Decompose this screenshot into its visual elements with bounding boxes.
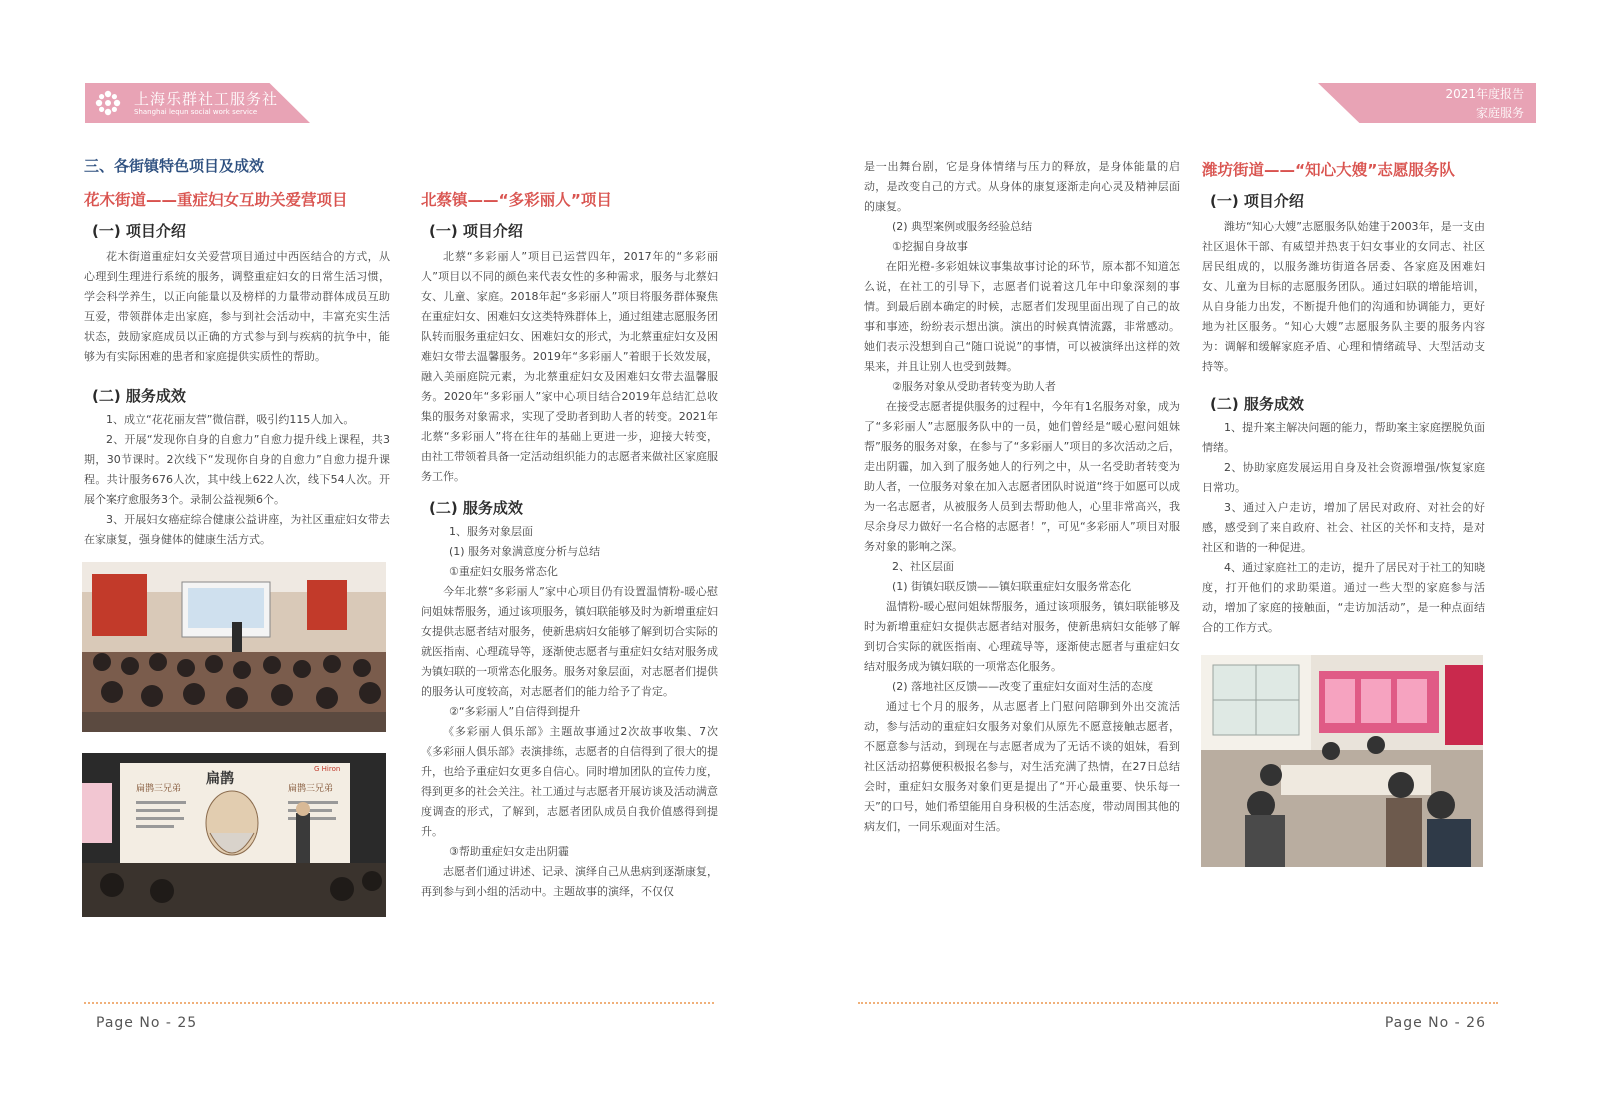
intro-paragraph: 北蔡“多彩丽人”项目已运营四年，2017年的“多彩丽人”项目以不同的颜色来代表女性的多种需求，服务与北蔡妇女、儿童、家庭。2018年起“多彩丽人”项目将服务群体聚焦在重症妇女、困难妇女这类特殊群体上，通过组建志愿服务团队转而服务重症妇女、困难妇女的形式，为北蔡重症妇女及困难妇女带去温馨服务。2019年“多彩丽人”着眼于长效发展，融入美丽庭院元素，为北蔡重症妇女及困难妇女带去温馨服务。2020年“多彩丽人”家中心项目结合2019年总结汇总收集的服务对象需求，实现了受助者到助人者的转变。2021年北蔡“多彩丽人”将在往年的基础上更进一步，迎接大转变，由社工带领着具备一定活动组织能力的志愿者来做社区家庭服务工作。 [421,250,718,483]
lecture-photo [82,562,386,732]
point-heading: ②“多彩丽人”自信得到提升 [449,705,581,718]
page-number-left: Page No - 25 [96,1015,198,1031]
heading-intro: (一) 项目介绍 [429,222,523,240]
slide-heading-right: 扁鹊三兄弟 [288,784,334,794]
flower-logo-icon [93,88,123,118]
body-paragraph: 志愿者们通过讲述、记录、演绎自己从患病到逐渐康复，再到参与到小组的活动中。主题故事的演绎，不仅仅 [421,865,718,898]
result-item: 3、开展妇女癌症综合健康公益讲座，为社区重症妇女带去在家康复，强身健体的健康生活方式。 [84,513,390,546]
level-heading: 1、服务对象层面 [449,525,533,538]
community-room-photo [1201,655,1483,867]
heading-results: (二) 服务成效 [429,499,523,517]
level-heading: 2、社区层面 [892,560,954,573]
org-name: 上海乐群社工服务社 [134,90,279,108]
report-year: 2021年度报告 [1445,87,1524,101]
point-heading: ①重症妇女服务常态化 [449,565,558,578]
body-paragraph: 温情粉-暖心慰问姐妹帮服务，通过该项服务，镇妇联能够及时为新增重症妇女提供志愿者结对服务，使新患病妇女能够了解到切合实际的就医指南、心理疏导等，逐渐使志愿者与重症妇女结对服务成为镇妇联的一项常态化服务。 [864,600,1180,673]
footer-divider-left [84,1002,714,1004]
heading-intro: (一) 项目介绍 [1210,192,1304,210]
sub-heading: (2) 落地社区反馈——改变了重症妇女面对生活的态度 [892,680,1154,693]
page-number-right: Page No - 26 [1384,1015,1486,1031]
point-heading: ②服务对象从受助者转变为助人者 [892,380,1056,393]
sub-heading: (2) 典型案例或服务经验总结 [892,220,1033,233]
point-heading: ①挖掘自身故事 [892,240,968,253]
result-item: 1、提升案主解决问题的能力，帮助案主家庭摆脱负面情绪。 [1202,421,1485,454]
column-huamu [84,188,390,550]
sub-heading: (1) 服务对象满意度分析与总结 [449,545,601,558]
project-title-huamu: 花木街道——重症妇女互助关爱营项目 [84,191,348,209]
column-weifang [1202,158,1485,638]
body-paragraph: 今年北蔡“多彩丽人”家中心项目仍有设置温情粉-暖心慰问姐妹帮服务，通过该项服务，镇妇联能够及时为新增重症妇女提供志愿者结对服务，使新患病妇女能够了解到切合实际的就医指南、心理疏导等，逐渐使志愿者与重症妇女结对服务成为镇妇联的一项常态化服务。服务对象层面，对志愿者们提供的服务认可度较高，对志愿者们的能力给予了肯定。 [421,585,718,698]
heading-results: (二) 服务成效 [1210,395,1304,413]
body-paragraph: 在阳光橙-多彩姐妹议事集故事讨论的环节，原本都不知道怎么说，在社工的引导下，志愿者们说着这几年中印象深刻的事情。到最后剧本确定的时候，志愿者们发现里面出现了自己的故事和事迹，纷纷表示想出演。演出的时候真情流露，非常感动。她们表示没想到自己“随口说说”的事情，可以被演绎出这样的效果来，并且让别人也受到鼓舞。 [864,260,1180,373]
body-paragraph: 是一出舞台剧，它是身体情绪与压力的释放，是身体能量的启动，是改变自己的方式。从身体的康复逐渐走向心灵及精神层面的康复。 [864,160,1180,213]
footer-divider-right [858,1002,1498,1004]
body-paragraph: 通过七个月的服务，从志愿者上门慰问陪聊到外出交流活动，参与活动的重症妇女服务对象们从原先不愿意接触志愿者，不愿意参与活动，到现在与志愿者成为了无话不谈的姐妹，看到社区活动招募便积极报名参与，对生活充满了热情，在27日总结会时，重症妇女服务对象们更是提出了“开心最重要、快乐每一天”的口号，她们希望能用自身积极的生活态度，带动周围其他的病友们，一同乐观面对生活。 [864,700,1180,833]
point-heading: ③帮助重症妇女走出阴霾 [449,845,569,858]
project-title-beicai: 北蔡镇——“多彩丽人”项目 [421,191,612,209]
result-item: 1、成立“花花丽友营”微信群，吸引约115人加入。 [106,413,355,426]
result-item: 4、通过家庭社工的走访，提升了居民对于社工的知晓度，打开他们的求助渠道。通过一些大型的家庭参与活动，增加了家庭的接触面，“走访加活动”，是一种点面结合的工作方式。 [1202,561,1485,634]
report-topic: 家庭服务 [1475,106,1524,120]
org-name-en: Shanghai lequn social work service [134,108,258,116]
slide-big-chars: 扁鹊 [206,771,234,787]
project-title-weifang: 潍坊街道——“知心大嫂”志愿服务队 [1202,161,1455,179]
intro-paragraph: 花木街道重症妇女关爱营项目通过中西医结合的方式，从心理到生理进行系统的服务，调整重症妇女的日常生活习惯，学会科学养生，以正向能量以及榜样的力量带动群体成员互助互爱，带领群体走出家庭，参与到社会活动中，丰富充实生活状态，鼓励家庭成员以正确的方式参与到与疾病的抗争中，能够为有实际困难的患者和家庭提供实质性的帮助。 [84,250,390,363]
slide-brand: G Hiron [314,765,341,773]
body-paragraph: 《多彩丽人俱乐部》主题故事通过2次故事收集、7次《多彩丽人俱乐部》表演排练，志愿者的自信得到了很大的提升，也给予重症妇女更多自信心。同时增加团队的宣传力度，得到更多的社会关注。社工通过与志愿者开展访谈及活动满意度调查的形式，了解到，志愿者团队成员自我价值感得到提升。 [421,725,718,838]
result-item: 3、通过入户走访，增加了居民对政府、对社会的好感，感受到了来自政府、社会、社区的关怀和支持，是对社区和谐的一种促进。 [1202,501,1485,554]
heading-intro: (一) 项目介绍 [92,222,186,240]
sub-heading: (1) 街镇妇联反馈——镇妇联重症妇女服务常态化 [892,580,1132,593]
heading-results: (二) 服务成效 [92,387,186,405]
result-item: 2、开展“发现你自身的自愈力”自愈力提升线上课程，共3期，30节课时。2次线下“发现你自身的自愈力”自愈力提升课程。共计服务676人次，其中线上622人次，线下54人次。开展个案疗愈服务3个。录制公益视频6个。 [84,433,390,506]
column-beicai [421,188,718,902]
presentation-photo [82,753,386,917]
body-paragraph: 在接受志愿者提供服务的过程中，今年有1名服务对象，成为了“多彩丽人”志愿服务队中的一员，她们曾经是“暖心慰问姐妹帮”服务的服务对象，在参与了“多彩丽人”项目的多次活动之后，走出阴霾，加入到了服务她人的行列之中，从一名受助者转变为助人者，一位服务对象在加入志愿者团队时说道“终于如愿可以成为一名志愿者，从被服务人员到去帮助他人，心里非常高兴，我尽余身尽力做好一名合格的志愿者！”，可见“多彩丽人”项目对服务对象的影响之深。 [864,400,1180,553]
intro-paragraph: 潍坊“知心大嫂”志愿服务队始建于2003年，是一支由社区退休干部、有威望并热衷于妇女事业的女同志、社区居民组成的，以服务潍坊街道各居委、各家庭及困难妇女、儿童为目标的志愿服务团队。通过妇联的增能培训，从自身能力出发，不断提升他们的沟通和协调能力，更好地为社区服务。“知心大嫂”志愿服务队主要的服务内容为：调解和缓解家庭矛盾、心理和情绪疏导、大型活动支持等。 [1202,220,1485,373]
section-title: 三、各街镇特色项目及成效 [84,157,265,175]
column-continued [864,157,1180,837]
result-item: 2、协助家庭发展运用自身及社会资源增强/恢复家庭日常功。 [1202,461,1485,494]
slide-heading-left: 扁鹊三兄弟 [136,784,182,794]
